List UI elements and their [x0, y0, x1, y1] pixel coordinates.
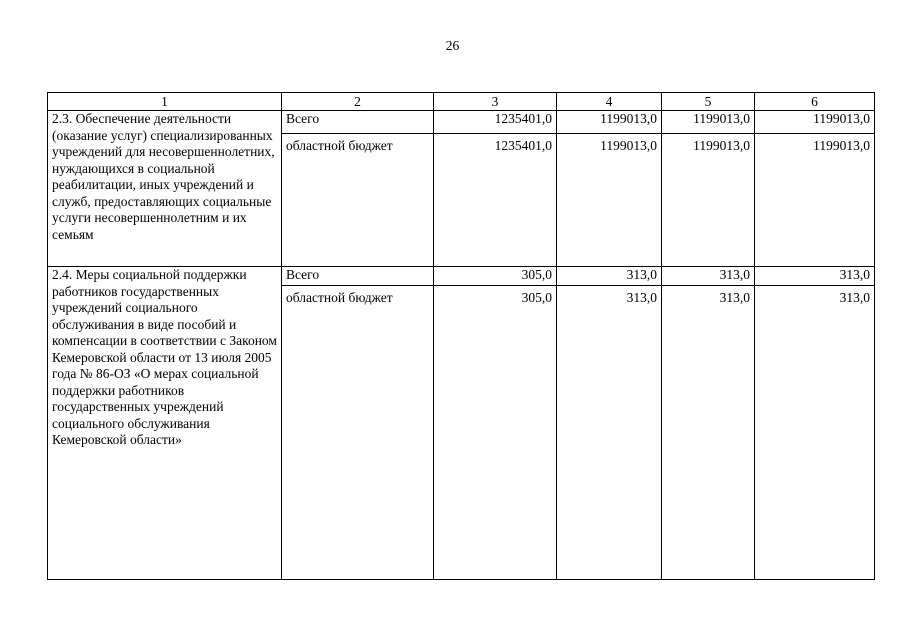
- table-row: [48, 111, 875, 134]
- column-header-4: 4: [557, 93, 662, 111]
- table-header-row: [48, 93, 875, 111]
- value-cell: 305,0: [434, 267, 557, 286]
- value-cell: 305,0: [434, 286, 557, 580]
- value-cell: 1199013,0: [755, 134, 875, 267]
- measure-name: 2.4. Меры социальной поддержки работников государственных учреждений социального обслуживания в виде пособий и компенсации в соответствии с Законом Кемеровской области от 13 июля 2005 года № 86-ОЗ «О мерах социальной поддержки работников государственных учреждений социального обслуживания Кемеровской области»: [48, 267, 282, 580]
- funding-source: областной бюджет: [282, 286, 434, 580]
- value-cell: 313,0: [557, 267, 662, 286]
- column-header-5: 5: [662, 93, 755, 111]
- value-cell: 1235401,0: [434, 111, 557, 134]
- measure-name: 2.3. Обеспечение деятельности (оказание услуг) специализированных учреждений для несовершеннолетних, нуждающихся в социальной реабилитации, иных учреждений и служб, предоставляющих социальные услуги несовершеннолетним и их семьям: [48, 111, 282, 267]
- budget-table: [47, 92, 875, 580]
- funding-source: Всего: [282, 267, 434, 286]
- funding-source: Всего: [282, 111, 434, 134]
- column-header-2: 2: [282, 93, 434, 111]
- value-cell: 1199013,0: [557, 111, 662, 134]
- value-cell: 1199013,0: [557, 134, 662, 267]
- value-cell: 1199013,0: [755, 111, 875, 134]
- column-header-3: 3: [434, 93, 557, 111]
- page-number: 26: [445, 38, 460, 53]
- column-header-1: 1: [48, 93, 282, 111]
- value-cell: 1199013,0: [662, 134, 755, 267]
- value-cell: 1199013,0: [662, 111, 755, 134]
- value-cell: 313,0: [755, 267, 875, 286]
- table-row: [48, 267, 875, 286]
- value-cell: 1235401,0: [434, 134, 557, 267]
- funding-source: областной бюджет: [282, 134, 434, 267]
- value-cell: 313,0: [662, 267, 755, 286]
- value-cell: 313,0: [662, 286, 755, 580]
- value-cell: 313,0: [755, 286, 875, 580]
- value-cell: 313,0: [557, 286, 662, 580]
- column-header-6: 6: [755, 93, 875, 111]
